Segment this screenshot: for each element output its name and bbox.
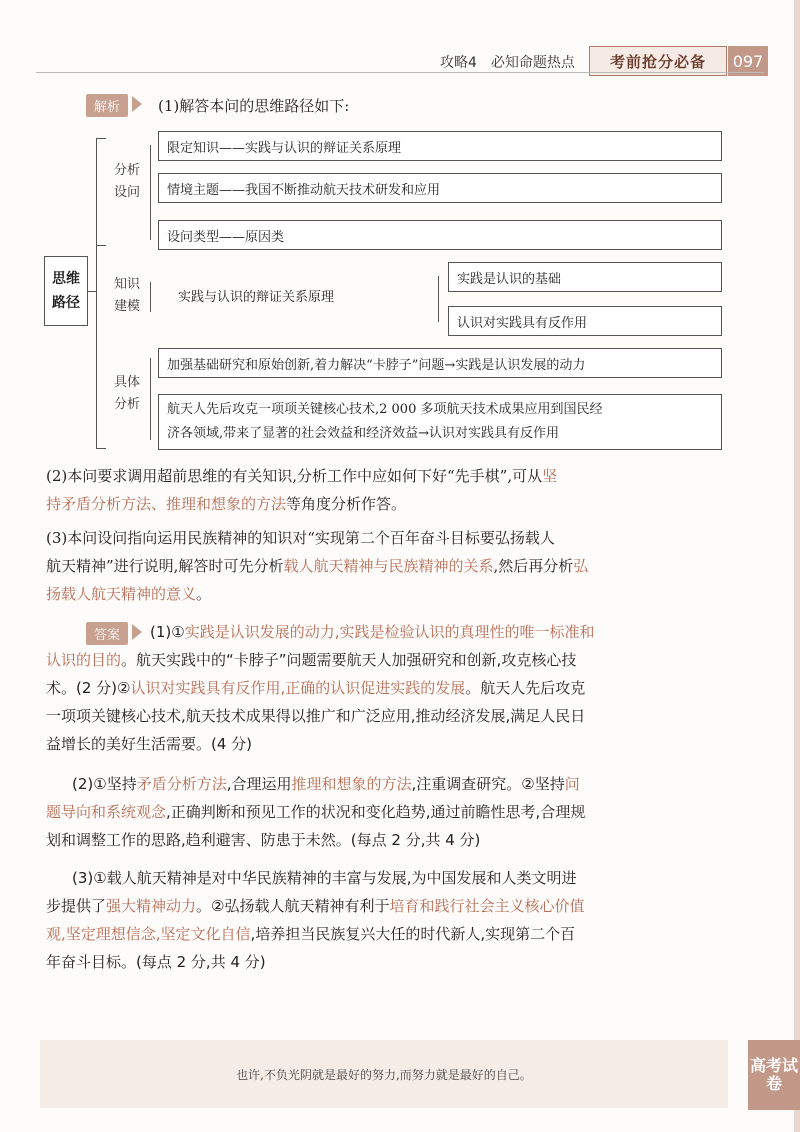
g1-bracket <box>150 145 151 240</box>
answer-p1-hl2: 认识的目的 <box>46 651 122 669</box>
analysis-p2-text: (2)本问要求调用超前思维的有关知识,分析工作中应如何下好“先手棋”,可从 <box>46 467 543 485</box>
answer-tag-arrow <box>132 624 142 640</box>
g2-bracket <box>150 282 151 312</box>
answer-p1-rest3: 。航天人先后攻克 <box>465 679 586 697</box>
g3-item-2-line1: 航天人先后攻克一项项关键核心技术,2 000 多项航天技术成果应用到国民经 <box>167 402 603 417</box>
diagram-main-label <box>44 256 88 326</box>
g2-right-bracket <box>438 276 439 322</box>
answer-p1-line3 <box>46 674 766 702</box>
header-strategy: 攻略4 必知命题热点 <box>440 55 575 71</box>
group3-label-1: 具体 <box>113 375 140 390</box>
answer-tag: 答案 <box>86 622 128 645</box>
answer-p1-line2 <box>46 646 766 674</box>
answer-p2-hl4: 题导向和系统观念 <box>46 803 167 821</box>
group2-label-1: 知识 <box>113 277 140 292</box>
g2-item-2: 认识对实践具有反作用 <box>448 306 722 336</box>
group2-label <box>104 274 150 318</box>
answer-p3-b: 。②弘扬载人航天精神有利于 <box>196 897 390 915</box>
g3-item-1: 加强基础研究和原始创新,着力解决“卡脖子”问题→实践是认识发展的动力 <box>158 348 722 378</box>
analysis-p2-line2 <box>46 490 766 518</box>
answer-p3-line3 <box>46 920 766 948</box>
answer-p1-hl: 实践是认识发展的动力,实践是检验认识的真理性的唯一标准和 <box>184 623 595 641</box>
analysis-p2-hl2: 持矛盾分析方法、推理和想象的方法 <box>46 495 287 513</box>
g3-item-2 <box>158 394 722 450</box>
answer-p1-rest: 。航天实践中的“卡脖子”问题需要航天人加强研究和创新,攻克核心技 <box>121 651 577 669</box>
analysis-p3-line1: (3)本问设问指向运用民族精神的知识对“实现第二个百年奋斗目标要弘扬载人 <box>46 529 555 547</box>
answer-p3-hl: 强大精神动力 <box>106 897 197 915</box>
analysis-p3-line2 <box>46 552 766 580</box>
answer-p2-line3: 划和调整工作的思路,趋利避害、防患于未然。(每点 2 分,共 4 分) <box>46 831 481 849</box>
g3-connector-bottom <box>96 448 106 449</box>
page-number: 097 <box>728 46 768 76</box>
g3-item-2-line2: 济各领域,带来了显著的社会效益和经济效益→认识对实践具有反作用 <box>167 426 560 441</box>
answer-p3-hl2: 培育和践行社会主义核心价值 <box>389 897 585 915</box>
analysis-p3-hl2: 弘 <box>573 557 589 575</box>
analysis-p2-line1 <box>46 462 766 490</box>
g1-connector-bottom <box>96 245 106 246</box>
side-tab: 高考试卷 <box>748 1040 800 1110</box>
footer-quote: 也许,不负光阴就是最好的努力,而努力就是最好的自己。 <box>236 1068 532 1082</box>
answer-p2-line1 <box>72 770 768 798</box>
answer-p2-c: ,注重调查研究。②坚持 <box>411 775 565 793</box>
answer-p3-line2 <box>46 892 766 920</box>
answer-p1-num: (1)① <box>150 623 185 641</box>
answer-p1-hl3: 认识对实践具有反作用,正确的认识促进实践的发展 <box>130 679 466 697</box>
analysis-p2-rest: 等角度分析作答。 <box>286 495 407 513</box>
answer-p2-b: ,合理运用 <box>226 775 292 793</box>
answer-p2-line2 <box>46 798 766 826</box>
answer-p3-line4: 年奋斗目标。(每点 2 分,共 4 分) <box>46 953 266 971</box>
g2-center: 实践与认识的辩证关系原理 <box>178 290 335 305</box>
analysis-p3-text-a: 航天精神”进行说明,解答时可先分析 <box>46 557 284 575</box>
g1-item-2: 情境主题——我国不断推动航天技术研发和应用 <box>158 173 722 203</box>
header-divider <box>36 72 764 73</box>
g1-connector-top <box>96 138 106 139</box>
answer-p2-hl: 矛盾分析方法 <box>136 775 227 793</box>
analysis-p3-hl3: 扬载人航天精神的意义 <box>46 585 197 603</box>
answer-p2-hl3: 问 <box>564 775 580 793</box>
page-edge <box>794 0 800 1132</box>
answer-p3-line1: (3)①载人航天精神是对中华民族精神的丰富与发展,为中国发展和人类文明进 <box>72 869 577 887</box>
main-label-line1: 思维 <box>52 271 80 287</box>
answer-p2-rest: ,正确判断和预见工作的状况和变化趋势,通过前瞻性思考,合理规 <box>166 803 586 821</box>
group1-label <box>104 160 150 204</box>
diagram-trunk <box>96 138 97 448</box>
answer-p3-hl3: 观,坚定理想信念,坚定文化自信 <box>46 925 251 943</box>
analysis-p3-line3 <box>46 580 766 608</box>
main-label-line2: 路径 <box>52 295 80 311</box>
group1-label-1: 分析 <box>113 163 140 178</box>
answer-p1-line4: 一项项关键核心技术,航天技术成果得以推广和广泛应用,推动经济发展,满足人民日 <box>46 707 586 725</box>
analysis-tag-arrow <box>132 96 142 112</box>
answer-p1-line1 <box>150 618 770 646</box>
answer-p1-line5: 益增长的美好生活需要。(4 分) <box>46 735 253 753</box>
header-section-title: 考前抢分必备 <box>589 46 727 76</box>
group2-label-2: 建模 <box>113 299 140 314</box>
g2-item-1: 实践是认识的基础 <box>448 262 722 292</box>
answer-p3-a: 步提供了 <box>46 897 107 915</box>
g3-bracket <box>150 358 151 440</box>
analysis-intro: (1)解答本问的思维路径如下: <box>158 97 350 115</box>
answer-p1-text3: 术。(2 分)② <box>46 679 131 697</box>
g1-item-3: 设问类型——原因类 <box>158 220 722 250</box>
answer-p3-rest: ,培养担当民族复兴大任的时代新人,实现第二个百 <box>250 925 576 943</box>
analysis-p3-rest: 。 <box>196 585 212 603</box>
answer-p2-hl2: 推理和想象的方法 <box>291 775 412 793</box>
group1-label-2: 设问 <box>113 185 140 200</box>
g1-item-1: 限定知识——实践与认识的辩证关系原理 <box>158 131 722 161</box>
answer-p2-a: (2)①坚持 <box>72 775 137 793</box>
group3-label-2: 分析 <box>113 397 140 412</box>
group3-label <box>104 372 150 416</box>
analysis-p3-hl: 载人航天精神与民族精神的关系 <box>283 557 494 575</box>
diagram-main-connector <box>88 291 96 292</box>
analysis-tag: 解析 <box>86 94 128 117</box>
analysis-p3-text-b: ,然后再分析 <box>493 557 574 575</box>
analysis-p2-hl: 坚 <box>542 467 558 485</box>
